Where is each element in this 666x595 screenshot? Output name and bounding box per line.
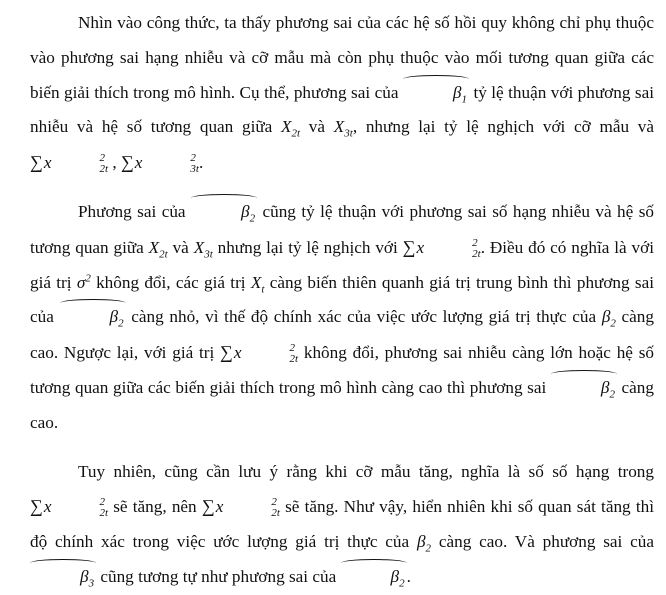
- math-variable: [601, 307, 616, 330]
- script-stack: [424, 238, 481, 260]
- script-stack: [223, 497, 280, 519]
- text-run: .: [198, 153, 204, 173]
- beta-hat-symbol: [341, 560, 407, 595]
- symbol-subscript: 2t: [271, 507, 280, 520]
- text-run: sẽ tăng, nên: [108, 497, 202, 517]
- text-run: . Điều đó có nghĩa là với giá trị: [30, 237, 654, 292]
- symbol-base: x: [215, 497, 224, 517]
- paragraph-2: [30, 195, 654, 441]
- math-variable: [193, 237, 213, 261]
- text-run: , nhưng lại tỷ lệ nghịch với cỡ mẫu và: [352, 117, 654, 137]
- symbol-subscript: 3t: [190, 163, 199, 176]
- symbol-base: β: [80, 566, 89, 586]
- text-run: tỷ lệ thuận với phương sai nhiễu và hệ số tương quan giữa: [30, 82, 655, 137]
- script-stack: [242, 343, 299, 365]
- symbol-base: β: [390, 566, 400, 586]
- sum-symbol: ∑: [30, 152, 43, 173]
- symbol-subscript: 2: [609, 388, 615, 401]
- beta-hat-symbol: [551, 371, 617, 406]
- symbol-base: β: [416, 532, 426, 552]
- symbol-base: X: [281, 117, 292, 137]
- sum-symbol: ∑: [120, 152, 134, 173]
- symbol-base: x: [134, 153, 143, 173]
- text-run: càng cao.: [30, 377, 654, 432]
- sum-of-squares-expression: [201, 496, 280, 520]
- paragraph-3: [30, 455, 654, 595]
- sum-of-squares-expression: [30, 496, 109, 520]
- symbol-superscript: 2: [472, 236, 478, 249]
- symbol-subscript: 2: [118, 317, 124, 330]
- text-run: càng cao. Và phương sai của: [431, 532, 655, 552]
- symbol-superscript: 2: [190, 152, 196, 165]
- symbol-superscript: 2: [85, 271, 91, 284]
- symbol-subscript: 2t: [99, 507, 109, 520]
- symbol-subscript: 1: [461, 93, 467, 106]
- paragraph-1: [30, 6, 654, 181]
- text-run: càng nhỏ, vì thế độ chính xác của việc ước lượng giá trị thực của: [125, 307, 602, 327]
- sum-symbol: ∑: [30, 496, 43, 517]
- beta-hat-symbol: [403, 76, 469, 111]
- text-run: và: [167, 237, 194, 257]
- symbol-subscript: 2t: [159, 248, 168, 261]
- sum-of-squares-expression: [120, 152, 199, 176]
- sum-of-squares-expression: [30, 152, 109, 176]
- text-run: Nhìn vào công thức, ta thấy phương sai của các hệ số hồi quy không chỉ phụ thuộc vào phương sai hạng nhiễu và cỡ mẫu mà còn phụ thuộc vào mối tương quan giữa các biến giải thích trong mô hình. Cụ thể, phương sai của: [30, 13, 654, 102]
- symbol-base: β: [241, 201, 250, 221]
- symbol-base: σ: [76, 272, 86, 292]
- symbol-base: x: [233, 343, 242, 363]
- symbol-base: X: [148, 237, 160, 257]
- text-run: không đổi, các giá trị: [90, 272, 251, 292]
- symbol-base: X: [333, 117, 345, 137]
- math-variable: [416, 532, 432, 555]
- symbol-subscript: 3t: [344, 127, 353, 140]
- symbol-subscript: t: [261, 283, 265, 296]
- script-stack: [142, 153, 199, 175]
- beta-hat-symbol: [30, 560, 96, 595]
- math-variable: [77, 273, 91, 292]
- symbol-subscript: 2: [249, 212, 256, 225]
- symbol-subscript: 2t: [289, 353, 299, 366]
- symbol-base: X: [193, 237, 205, 257]
- sum-symbol: ∑: [220, 342, 233, 363]
- math-variable: [333, 117, 353, 140]
- symbol-subscript: 2t: [291, 127, 301, 140]
- symbol-subscript: 2t: [99, 163, 109, 176]
- text-run: ,: [108, 153, 121, 173]
- text-run: cũng tỷ lệ thuận với phương sai số hạng nhiễu và hệ số tương quan giữa: [30, 201, 654, 257]
- symbol-base: β: [109, 307, 119, 327]
- symbol-base: x: [43, 153, 52, 173]
- math-variable: [148, 237, 168, 261]
- symbol-superscript: 2: [289, 342, 296, 355]
- text-run: .: [406, 566, 411, 586]
- math-variable: [281, 117, 301, 140]
- sum-symbol: ∑: [402, 236, 416, 257]
- symbol-base: x: [43, 497, 52, 517]
- symbol-base: X: [250, 272, 262, 292]
- symbol-subscript: 3t: [204, 248, 213, 261]
- math-variable: [250, 272, 265, 296]
- symbol-base: β: [601, 307, 611, 327]
- symbol-subscript: 2: [425, 542, 432, 555]
- symbol-base: β: [452, 82, 462, 102]
- symbol-subscript: 2: [399, 577, 405, 590]
- beta-hat-symbol: [191, 195, 257, 230]
- text-run: Phương sai của: [78, 201, 191, 221]
- symbol-superscript: 2: [99, 152, 105, 165]
- symbol-subscript: 3: [88, 577, 95, 590]
- text-run: Tuy nhiên, cũng cần lưu ý rằng khi cỡ mẫu tăng, nghĩa là số số hạng trong: [78, 461, 654, 481]
- text-run: sẽ tăng. Như vậy, hiển nhiên khi số quan sát tăng thì độ chính xác trong việc ước lượng giá trị thực của: [30, 497, 654, 552]
- script-stack: [51, 497, 108, 519]
- symbol-base: β: [600, 377, 610, 397]
- text-run: và: [300, 117, 334, 137]
- text-run: không đổi, phương sai nhiễu càng lớn hoặc hệ số tương quan giữa các biến giải thích trong mô hình càng cao thì phương sai: [30, 343, 654, 397]
- symbol-subscript: 2t: [472, 247, 481, 260]
- sum-symbol: ∑: [201, 496, 215, 517]
- script-stack: [51, 153, 108, 175]
- text-run: càng cao. Ngược lại, với giá trị: [30, 307, 654, 363]
- text-run: cũng tương tự như phương sai của: [96, 566, 341, 586]
- beta-hat-symbol: [60, 300, 126, 335]
- text-run: càng biến thiên quanh giá trị trung bình thì phương sai của: [30, 272, 654, 327]
- symbol-superscript: 2: [271, 496, 277, 509]
- symbol-superscript: 2: [99, 496, 105, 509]
- text-run: nhưng lại tỷ lệ nghịch với: [212, 237, 403, 257]
- sum-of-squares-expression: [402, 236, 481, 260]
- symbol-subscript: 2: [610, 317, 616, 330]
- symbol-base: x: [416, 237, 425, 257]
- sum-of-squares-expression: [220, 342, 299, 366]
